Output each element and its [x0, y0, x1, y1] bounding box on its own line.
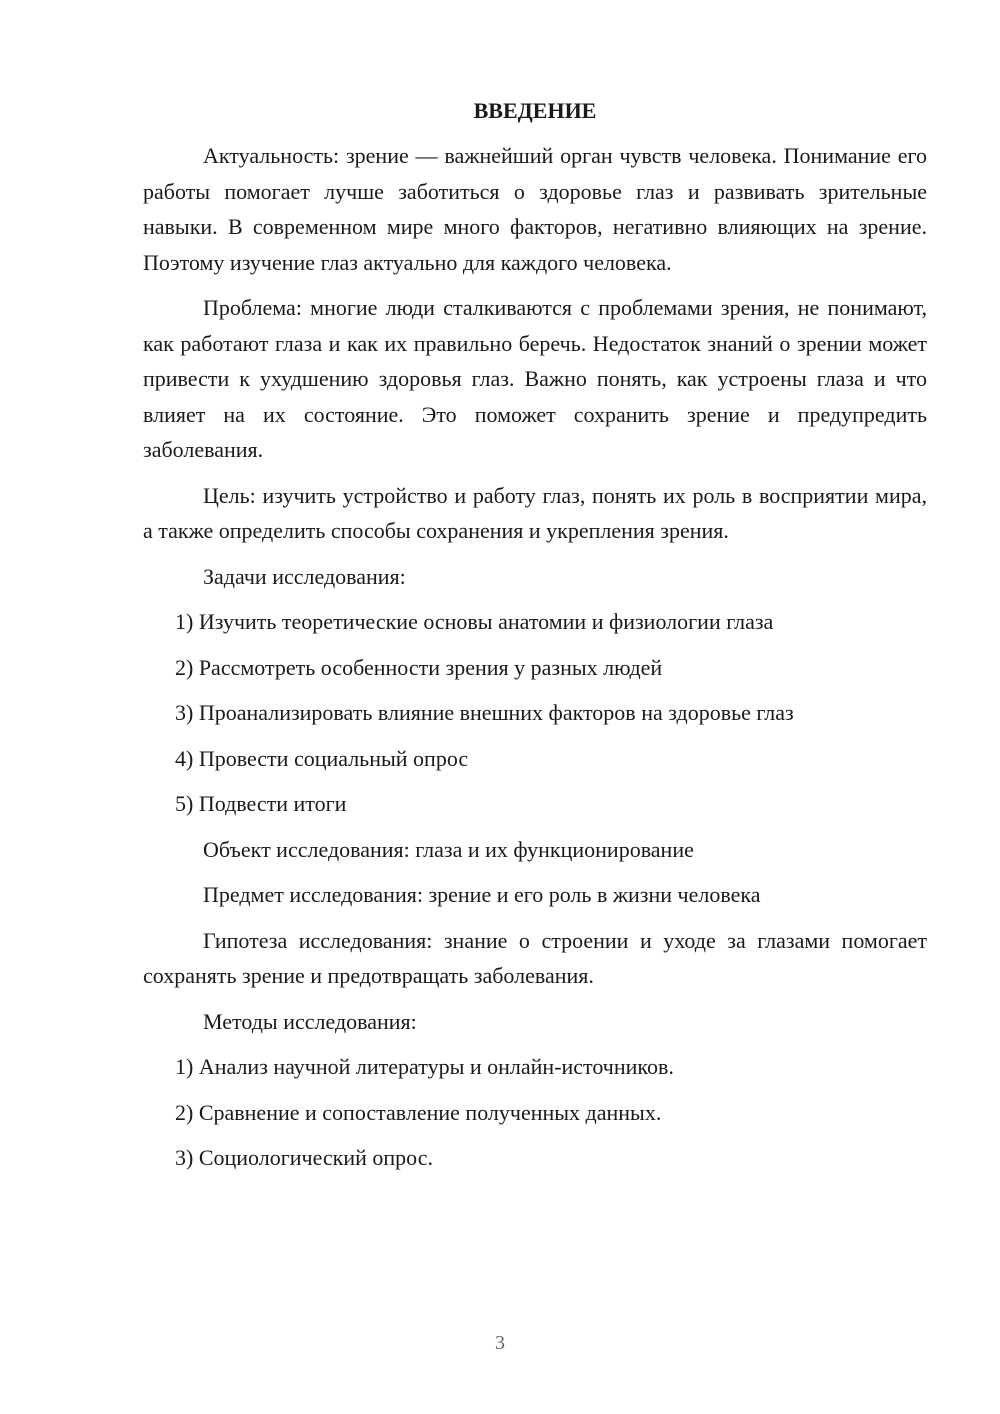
relevance-paragraph: Актуальность: зрение — важнейший орган чувств человека. Понимание его работы помогает лучше заботиться о здоровье глаз и развивать зрительные навыки. В современном мире много факторов, негативно влияющих на зрение. Поэтому изучение глаз актуально для каждого человека.: [143, 143, 927, 275]
subject-line: Предмет исследования: зрение и его роль в жизни человека: [203, 882, 761, 907]
list-item: 1) Изучить теоретические основы анатомии и физиологии глаза: [175, 609, 774, 634]
list-item: 5) Подвести итоги: [175, 791, 347, 816]
goal-paragraph: Цель: изучить устройство и работу глаз, понять их роль в восприятии мира, а также определить способы сохранения и укрепления зрения.: [143, 482, 927, 543]
list-item: 2) Рассмотреть особенности зрения у разных людей: [175, 654, 663, 680]
methods-list: [143, 1049, 927, 1176]
page-title: ВВЕДЕНИЕ: [473, 98, 597, 123]
page-number: 3: [495, 1332, 505, 1354]
problem-paragraph: Проблема: многие люди сталкиваются с проблемами зрения, не понимают, как работают глаза и как их правильно беречь. Недостаток знаний о зрении может привести к ухудшению здоровья глаз. Важно понять, как устроены глаза и что влияет на их состояние. Это поможет сохранить зрение и предупредить заболевания.: [143, 295, 927, 462]
object-line: Объект исследования: глаза и их функционирование: [203, 836, 694, 862]
document-page: [143, 96, 927, 1186]
methods-heading: Методы исследования:: [203, 1008, 417, 1034]
list-item: 4) Провести социальный опрос: [175, 745, 469, 771]
tasks-heading: Задачи исследования:: [203, 563, 406, 589]
tasks-list: [143, 604, 927, 822]
list-item: 3) Социологический опрос.: [175, 1145, 433, 1170]
list-item: 3) Проанализировать влияние внешних факторов на здоровье глаз: [175, 700, 794, 725]
list-item: 1) Анализ научной литературы и онлайн-источников.: [175, 1054, 674, 1079]
hypothesis-paragraph: Гипотеза исследования: знание о строении и уходе за глазами помогает сохранять зрение и предотвращать заболевания.: [143, 927, 927, 988]
list-item: 2) Сравнение и сопоставление полученных данных.: [175, 1099, 662, 1125]
